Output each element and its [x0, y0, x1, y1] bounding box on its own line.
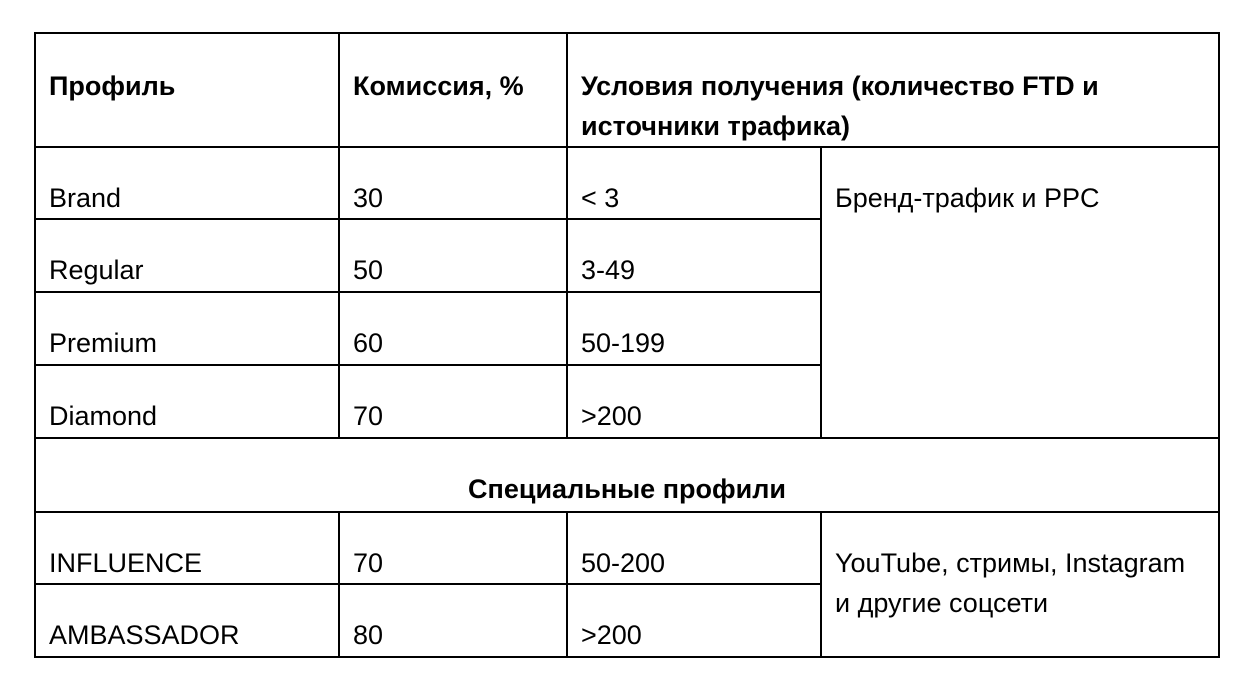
profile-cell: Regular [35, 219, 339, 292]
profile-cell: Brand [35, 147, 339, 219]
commission-cell: 70 [339, 512, 567, 584]
ftd-cell: 3-49 [567, 219, 821, 292]
header-profile: Профиль [35, 33, 339, 147]
header-conditions: Условия получения (количество FTD и источники трафика) [567, 33, 1219, 147]
header-commission: Комиссия, % [339, 33, 567, 147]
table-row [35, 147, 1219, 219]
profile-cell: Premium [35, 292, 339, 365]
special-section-title: Специальные профили [35, 438, 1219, 512]
commission-cell: 70 [339, 365, 567, 438]
commission-cell: 30 [339, 147, 567, 219]
commission-cell: 80 [339, 584, 567, 657]
profile-cell: INFLUENCE [35, 512, 339, 584]
ftd-cell: >200 [567, 584, 821, 657]
ftd-cell: < 3 [567, 147, 821, 219]
ftd-cell: >200 [567, 365, 821, 438]
ftd-cell: 50-200 [567, 512, 821, 584]
commission-cell: 50 [339, 219, 567, 292]
special-section-row [35, 438, 1219, 512]
standard-sources-cell: Бренд-трафик и PPC [821, 147, 1219, 438]
ftd-cell: 50-199 [567, 292, 821, 365]
profile-cell: AMBASSADOR [35, 584, 339, 657]
table-row [35, 512, 1219, 584]
table-header-row [35, 33, 1219, 147]
profile-cell: Diamond [35, 365, 339, 438]
commission-table [34, 32, 1220, 658]
commission-cell: 60 [339, 292, 567, 365]
special-sources-cell: YouTube, стримы, Instagram и другие соцсети [821, 512, 1219, 657]
